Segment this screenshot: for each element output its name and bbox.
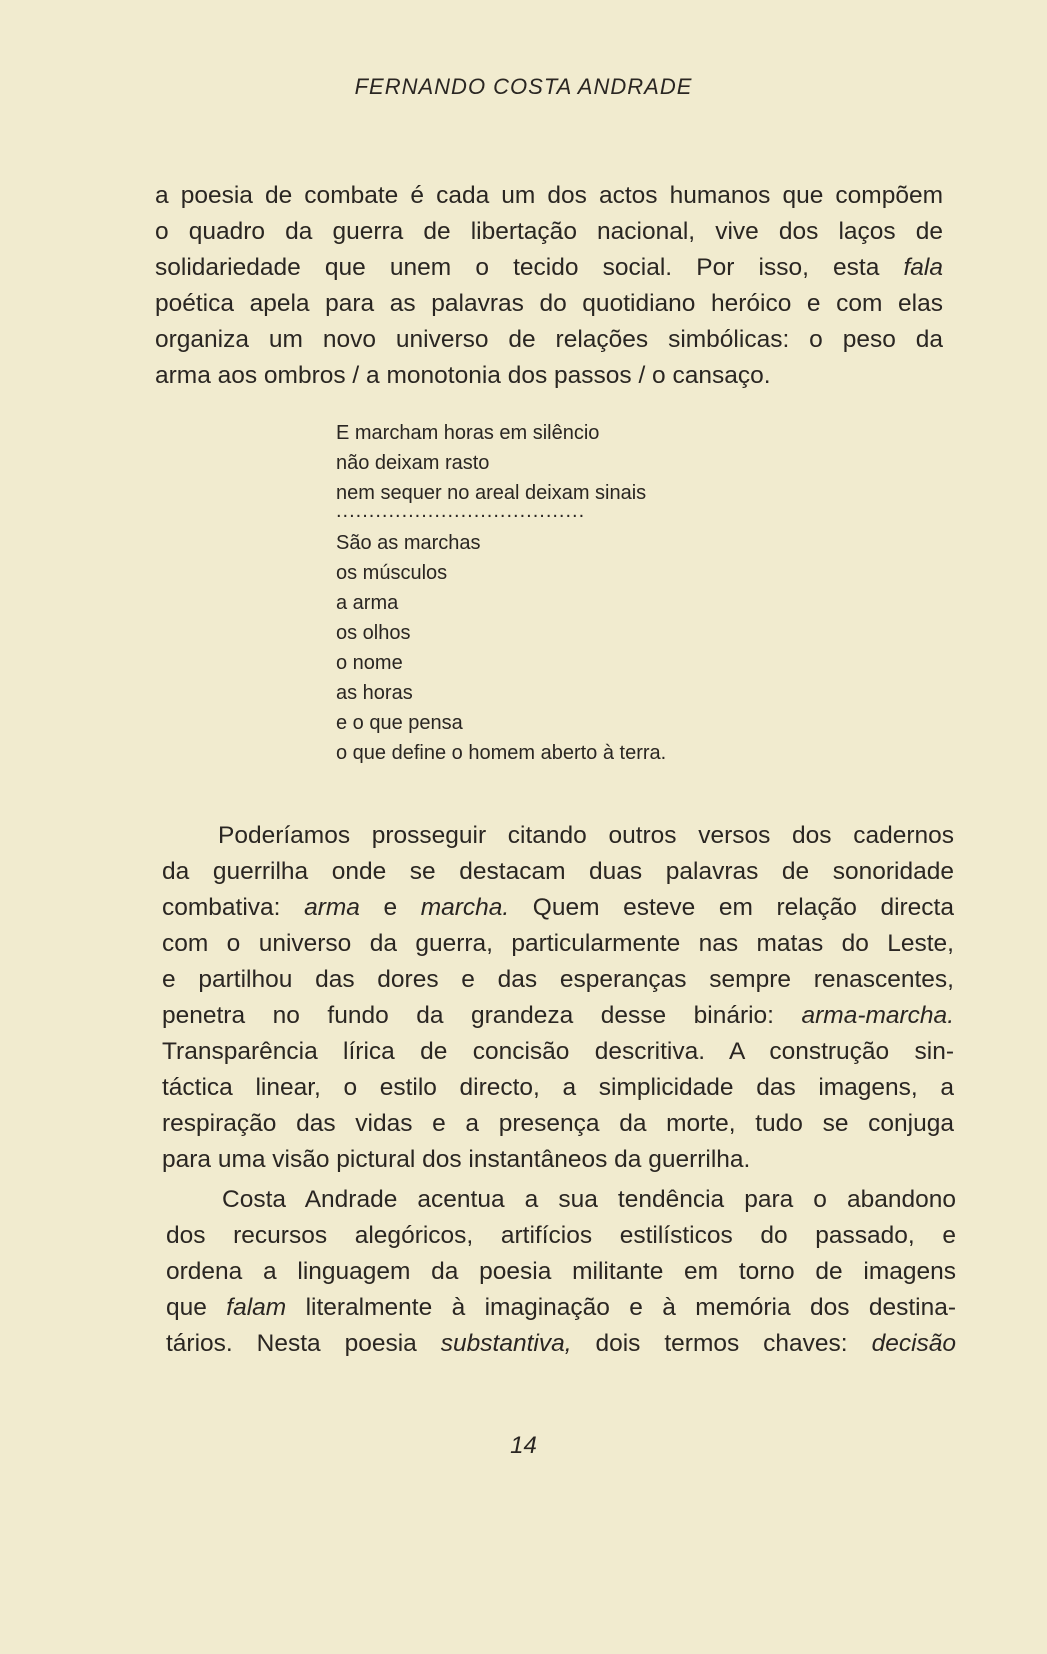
text-line: táctica linear, o estilo directo, a simplicidade das imagens, a — [162, 1074, 954, 1101]
italic-term: arma — [304, 894, 360, 921]
text-line — [162, 818, 954, 854]
text-line: para uma visão pictural dos instantâneos da guerrilha. — [162, 1146, 751, 1173]
text-line — [166, 1326, 956, 1362]
text-line: organiza um novo universo de relações simbólicas: o peso da — [155, 326, 943, 353]
text-span: e — [359, 894, 421, 921]
text-span: Poderíamos prosseguir citando outros versos dos cadernos — [218, 822, 954, 849]
paragraph-1 — [155, 178, 943, 394]
text-line — [162, 890, 954, 926]
text-line — [162, 998, 954, 1034]
poem-stanza-2 — [336, 500, 666, 768]
italic-term: decisão — [871, 1330, 957, 1357]
poem-verse: o que define o homem aberto à terra. — [336, 742, 667, 764]
text-line: com o universo da guerra, particularmente nas matas do Leste, — [162, 930, 954, 957]
poem-verse: E marcham horas em silêncio — [336, 422, 600, 444]
poem-verse: nem sequer no areal deixam sinais — [336, 482, 647, 504]
italic-term: substantiva, — [440, 1330, 572, 1357]
text-span: combativa: — [162, 894, 305, 921]
paragraph-2 — [162, 818, 954, 1178]
poem-stanza-1 — [336, 418, 646, 508]
text-span: tários. Nesta poesia — [166, 1330, 441, 1357]
text-line: dos recursos alegóricos, artifícios estilísticos do passado, e — [166, 1222, 956, 1249]
page-number: 14 — [510, 1432, 537, 1459]
text-span: literalmente à imaginação e à memória dos destina- — [286, 1294, 957, 1321]
text-line — [166, 1290, 956, 1326]
text-line: da guerrilha onde se destacam duas palavras de sonoridade — [162, 858, 954, 885]
text-line: e partilhou das dores e das esperanças sempre renascentes, — [162, 966, 954, 993]
text-line — [155, 250, 943, 286]
text-line: Transparência lírica de concisão descritiva. A construção sin- — [162, 1038, 954, 1065]
text-span: Costa Andrade acentua a sua tendência para o abandono — [222, 1186, 956, 1213]
running-head: FERNANDO COSTA ANDRADE — [354, 74, 693, 99]
text-line: a poesia de combate é cada um dos actos humanos que compõem — [155, 182, 943, 209]
italic-term: marcha. — [420, 894, 510, 921]
text-line: respiração das vidas e a presença da morte, tudo se conjuga — [162, 1110, 954, 1137]
poem-verse: a arma — [336, 592, 399, 614]
poem-verse: o nome — [336, 652, 403, 674]
poem-verse: os olhos — [336, 622, 411, 644]
text-line: ordena a linguagem da poesia militante em torno de imagens — [166, 1258, 956, 1285]
text-line: arma aos ombros / a monotonia dos passos / o cansaço. — [155, 362, 771, 389]
text-span: penetra no fundo da grandeza desse binário: — [162, 1002, 802, 1029]
paragraph-3 — [166, 1182, 956, 1362]
poem-verse: e o que pensa — [336, 712, 463, 734]
poem-verse: as horas — [336, 682, 413, 704]
text-line: o quadro da guerra de libertação nacional, vive dos laços de — [155, 218, 943, 245]
text-line — [166, 1182, 956, 1218]
italic-term: fala — [903, 254, 943, 281]
text-span: Quem esteve em relação directa — [509, 894, 954, 921]
poem-verse: os músculos — [336, 562, 448, 584]
text-span: que — [166, 1294, 227, 1321]
poem-verse: não deixam rasto — [336, 452, 490, 474]
text-span: dois termos chaves: — [571, 1330, 872, 1357]
poem-verse: São as marchas — [336, 532, 481, 554]
italic-term: falam — [226, 1294, 287, 1321]
italic-term: arma-marcha. — [801, 1002, 954, 1029]
text-span: solidariedade que unem o tecido social. Por isso, esta — [155, 254, 904, 281]
poem-ellipsis: ...................................... — [336, 500, 586, 522]
text-line: poética apela para as palavras do quotidiano heróico e com elas — [155, 290, 943, 317]
